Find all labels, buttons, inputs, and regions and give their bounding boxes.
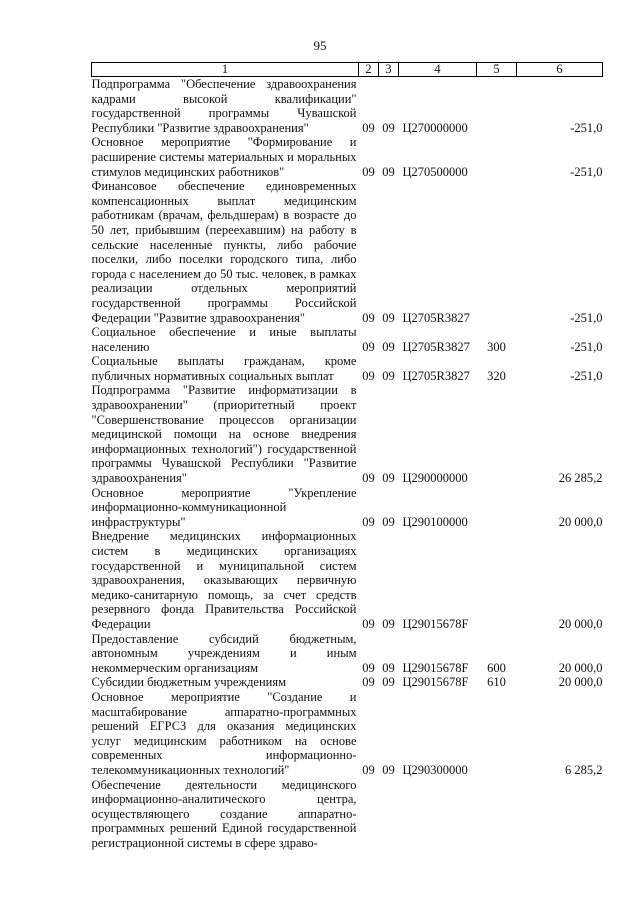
- expense-type-code: [477, 179, 517, 325]
- row-name: Основное мероприятие "Создание и масштабирование аппаратно-программных решений ЕГРСЗ для оказания медицинских услуг медицинским работником на основе современных информационно-телекоммуникационных технологий": [91, 689, 357, 777]
- section-code: [359, 778, 379, 851]
- expense-type-code: [477, 486, 517, 530]
- subsection-code: 09: [382, 514, 395, 529]
- amount: -251,0: [570, 164, 603, 179]
- target-article-code: Ц290000000: [402, 471, 468, 486]
- section-code: 09: [362, 616, 375, 631]
- section-code: 09: [362, 675, 375, 690]
- table-row: [92, 383, 603, 485]
- row-name: Подпрограмма "Развитие информатизации в здравоохранении" (приоритетный проект "Совершенствование процессов организации медицинской помощи на основе внедрения информационных технологий") государственной программы Чувашской Республики "Развитие здравоохранения": [91, 383, 357, 486]
- column-header-1: 1: [92, 63, 359, 77]
- expense-type-code: [477, 529, 517, 631]
- target-article-code: Ц29015678F: [402, 616, 469, 631]
- table-row: [92, 135, 603, 179]
- subsection-code: [379, 778, 399, 851]
- target-article-code: Ц270000000: [402, 120, 468, 135]
- column-number-row: [92, 63, 603, 77]
- target-article-code: Ц270500000: [402, 164, 468, 179]
- expense-type-code: 320: [487, 368, 506, 383]
- expense-type-code: 600: [487, 660, 506, 675]
- row-name: Основное мероприятие "Укрепление информационно-коммуникационной инфраструктуры": [91, 485, 357, 529]
- target-article-code: Ц290100000: [402, 514, 468, 529]
- amount: -251,0: [570, 120, 603, 135]
- table-row: [92, 325, 603, 354]
- row-name: Предоставление субсидий бюджетным, автономным учреждениям и иным некоммерческим организациям: [91, 631, 357, 675]
- expense-type-code: [477, 383, 517, 485]
- amount: 20 000,0: [558, 514, 603, 529]
- section-code: 09: [362, 339, 375, 354]
- expense-type-code: 610: [487, 675, 506, 690]
- row-name: Социальное обеспечение и иные выплаты населению: [91, 325, 357, 354]
- section-code: 09: [362, 368, 375, 383]
- target-article-code: Ц29015678F: [402, 660, 469, 675]
- expense-type-code: [477, 135, 517, 179]
- subsection-code: 09: [382, 310, 395, 325]
- page-number: 95: [313, 38, 327, 53]
- target-article-code: Ц2705R3827: [402, 368, 470, 383]
- amount: -251,0: [570, 339, 603, 354]
- section-code: 09: [362, 120, 375, 135]
- expense-type-code: [477, 778, 517, 851]
- subsection-code: 09: [382, 368, 395, 383]
- amount: -251,0: [570, 310, 603, 325]
- amount: 20 000,0: [558, 660, 603, 675]
- section-code: 09: [362, 310, 375, 325]
- row-name: Социальные выплаты гражданам, кроме публичных нормативных социальных выплат: [91, 354, 357, 383]
- subsection-code: 09: [382, 120, 395, 135]
- row-name: Субсидии бюджетным учреждениям: [91, 675, 287, 690]
- column-header-3: 3: [379, 63, 399, 77]
- budget-table: [91, 62, 603, 850]
- row-name: Внедрение медицинских информационных систем в медицинских организациях государственной и муниципальной систем здравоохранения, оказывающих первичную медико-санитарную помощь, за счет средств резервного фонда Правительства Российской Федерации: [91, 529, 357, 631]
- table-row: [92, 632, 603, 676]
- row-name: Финансовое обеспечение единовременных компенсационных выплат медицинским работникам (врачам, фельдшерам) в возрасте до 50 лет, прибывшим (переехавшим) на работу в сельские населенные пункты, либо рабочие поселки, либо поселки городского типа, либо города с населением до 50 тыс. человек, в рамках реализации отдельных мероприятий государственной программы Российской Федерации "Развитие здравоохранения": [91, 179, 357, 325]
- amount: 26 285,2: [558, 471, 603, 486]
- expense-type-code: 300: [487, 339, 506, 354]
- row-name: Обеспечение деятельности медицинского информационно-аналитического центра, осуществляющего создание аппаратно-программных решений Единой государственной регистрационной системы в сфере здраво-: [91, 777, 357, 850]
- expense-type-code: [477, 690, 517, 778]
- subsection-code: 09: [382, 616, 395, 631]
- table-row: [92, 179, 603, 325]
- column-header-5: 5: [477, 63, 517, 77]
- table-row: [92, 778, 603, 851]
- table-row: [92, 354, 603, 383]
- table-row: [92, 77, 603, 136]
- row-name: Подпрограмма "Обеспечение здравоохранения кадрами высокой квалификации" государственной программы Чувашской Республики "Развитие здравоохранения": [91, 77, 357, 135]
- target-article-code: Ц29015678F: [402, 675, 469, 690]
- amount: [517, 778, 603, 851]
- subsection-code: 09: [382, 660, 395, 675]
- expense-type-code: [477, 77, 517, 136]
- target-article-code: Ц2705R3827: [402, 339, 470, 354]
- subsection-code: 09: [382, 762, 395, 777]
- amount: 20 000,0: [558, 616, 603, 631]
- target-article-code: Ц290300000: [402, 762, 468, 777]
- table-row: [92, 690, 603, 778]
- subsection-code: 09: [382, 675, 395, 690]
- column-header-4: 4: [399, 63, 477, 77]
- subsection-code: 09: [382, 339, 395, 354]
- table-row: [92, 486, 603, 530]
- section-code: 09: [362, 660, 375, 675]
- column-header-6: 6: [517, 63, 603, 77]
- section-code: 09: [362, 164, 375, 179]
- table-row: [92, 529, 603, 631]
- section-code: 09: [362, 762, 375, 777]
- section-code: 09: [362, 514, 375, 529]
- amount: 6 285,2: [565, 762, 603, 777]
- amount: -251,0: [570, 368, 603, 383]
- table-row: [92, 675, 603, 690]
- target-article-code: Ц2705R3827: [402, 310, 470, 325]
- column-header-2: 2: [359, 63, 379, 77]
- section-code: 09: [362, 471, 375, 486]
- amount: 20 000,0: [558, 675, 603, 690]
- row-name: Основное мероприятие "Формирование и расширение системы материальных и моральных стимулов медицинских работников": [91, 135, 357, 179]
- subsection-code: 09: [382, 164, 395, 179]
- subsection-code: 09: [382, 471, 395, 486]
- target-article-code: [399, 778, 477, 851]
